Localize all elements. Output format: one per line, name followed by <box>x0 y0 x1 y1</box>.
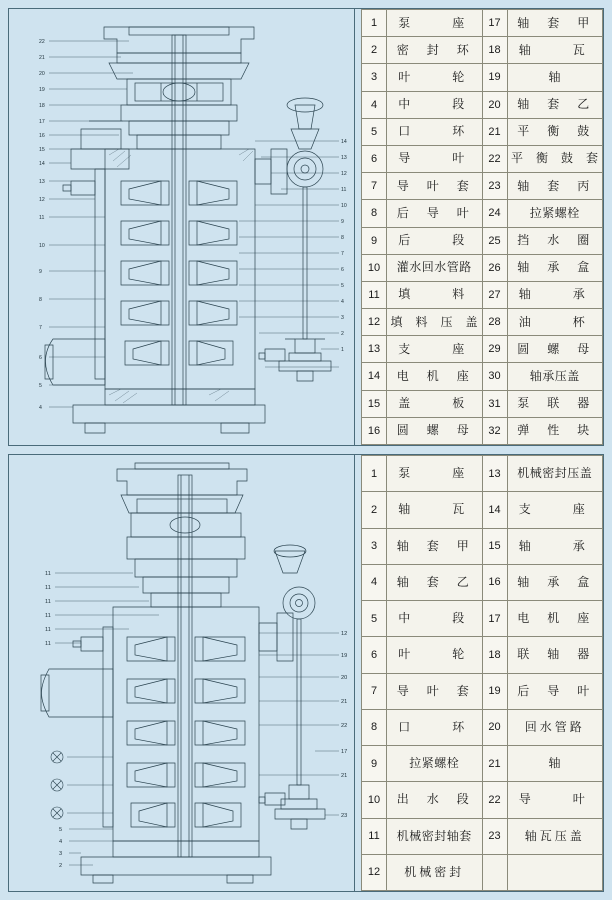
part-no: 30 <box>482 363 507 390</box>
part-name: 支 座 <box>507 492 603 528</box>
table-row <box>362 492 603 528</box>
svg-text:11: 11 <box>45 571 51 577</box>
svg-text:8: 8 <box>39 297 42 303</box>
table-row <box>362 10 603 37</box>
part-name: 轴 承 <box>507 281 603 308</box>
svg-text:21: 21 <box>341 699 348 705</box>
part-name: 机械密封轴套 <box>387 818 483 854</box>
part-name: 支 座 <box>387 336 483 363</box>
part-name: 轴 套 甲 <box>387 528 483 564</box>
svg-text:6: 6 <box>341 267 344 273</box>
table-row <box>362 456 603 492</box>
svg-text:19: 19 <box>341 653 348 659</box>
table-row <box>362 173 603 200</box>
part-name: 平 衡 鼓 <box>507 118 603 145</box>
part-name: 导 叶 套 <box>387 173 483 200</box>
part-no: 10 <box>362 782 387 818</box>
part-no: 19 <box>482 64 507 91</box>
part-no: 1 <box>362 456 387 492</box>
part-no: 2 <box>362 492 387 528</box>
part-no: 20 <box>482 709 507 745</box>
part-name: 灌水回水管路 <box>387 254 483 281</box>
part-name: 后 导 叶 <box>507 673 603 709</box>
part-no: 1 <box>362 10 387 37</box>
part-name: 电 机 座 <box>387 363 483 390</box>
part-no: 21 <box>482 746 507 782</box>
svg-text:21: 21 <box>39 55 45 61</box>
svg-text:23: 23 <box>341 813 348 819</box>
svg-text:13: 13 <box>341 155 347 161</box>
svg-text:12: 12 <box>39 197 45 203</box>
svg-text:20: 20 <box>39 71 45 77</box>
part-no: 18 <box>482 637 507 673</box>
drawing-bottom <box>9 455 355 891</box>
part-name: 导 叶 套 <box>387 673 483 709</box>
svg-text:11: 11 <box>45 641 51 647</box>
svg-text:11: 11 <box>45 585 51 591</box>
table-row <box>362 564 603 600</box>
part-name: 导 叶 <box>387 145 483 172</box>
part-no: 23 <box>482 818 507 854</box>
table-row <box>362 746 603 782</box>
part-name: 填 料 压 盖 <box>387 309 483 336</box>
table-row <box>362 390 603 417</box>
part-no: 8 <box>362 709 387 745</box>
part-name: 轴 套 乙 <box>387 564 483 600</box>
part-no: 20 <box>482 91 507 118</box>
part-no: 5 <box>362 118 387 145</box>
parts-table-top <box>361 9 603 445</box>
pump-section-svg-top <box>9 9 354 445</box>
part-name-empty <box>507 854 603 890</box>
table-row <box>362 281 603 308</box>
svg-text:14: 14 <box>39 161 45 167</box>
table-row <box>362 118 603 145</box>
part-name: 机械密封 <box>387 854 483 890</box>
svg-text:4: 4 <box>59 839 63 845</box>
part-no: 17 <box>482 601 507 637</box>
part-name: 轴 <box>507 64 603 91</box>
svg-text:4: 4 <box>341 299 344 305</box>
svg-text:16: 16 <box>39 133 45 139</box>
part-no: 2 <box>362 37 387 64</box>
svg-text:12: 12 <box>341 631 348 637</box>
svg-text:12: 12 <box>341 171 347 177</box>
svg-text:4: 4 <box>39 405 42 411</box>
part-name: 后 导 叶 <box>387 200 483 227</box>
part-no: 16 <box>362 417 387 444</box>
table-row <box>362 854 603 890</box>
svg-text:19: 19 <box>39 87 45 93</box>
svg-text:11: 11 <box>45 627 51 633</box>
part-no: 15 <box>362 390 387 417</box>
part-no: 11 <box>362 818 387 854</box>
part-name: 叶 轮 <box>387 64 483 91</box>
svg-text:8: 8 <box>341 235 344 241</box>
part-name: 轴 瓦 <box>387 492 483 528</box>
part-no: 25 <box>482 227 507 254</box>
parts-table-bottom <box>361 455 603 891</box>
svg-text:9: 9 <box>39 269 42 275</box>
svg-text:1: 1 <box>341 347 344 353</box>
part-name: 弹 性 块 <box>507 417 603 444</box>
table-row <box>362 673 603 709</box>
table-row <box>362 309 603 336</box>
part-name: 回水管路 <box>507 709 603 745</box>
part-no: 9 <box>362 746 387 782</box>
table-row <box>362 37 603 64</box>
drawing-top <box>9 9 355 445</box>
part-name: 联 轴 器 <box>507 637 603 673</box>
part-name: 轴承压盖 <box>507 363 603 390</box>
part-no: 12 <box>362 854 387 890</box>
part-name: 口 环 <box>387 118 483 145</box>
table-row <box>362 782 603 818</box>
part-name: 填 料 <box>387 281 483 308</box>
table-row <box>362 64 603 91</box>
svg-text:11: 11 <box>45 613 51 619</box>
part-no: 5 <box>362 601 387 637</box>
part-name: 轴瓦压盖 <box>507 818 603 854</box>
part-name: 圆 螺 母 <box>387 417 483 444</box>
svg-text:14: 14 <box>341 139 347 145</box>
part-no: 13 <box>362 336 387 363</box>
table-row <box>362 200 603 227</box>
part-name: 泵 联 器 <box>507 390 603 417</box>
svg-text:10: 10 <box>39 243 45 249</box>
part-no: 4 <box>362 91 387 118</box>
table-row <box>362 363 603 390</box>
svg-text:3: 3 <box>59 851 63 857</box>
part-name: 轴 承 盒 <box>507 564 603 600</box>
part-no: 6 <box>362 637 387 673</box>
table-row <box>362 709 603 745</box>
table-row <box>362 254 603 281</box>
part-no: 19 <box>482 673 507 709</box>
parts-table-wrap-top <box>361 9 603 445</box>
part-name: 挡 水 圈 <box>507 227 603 254</box>
svg-text:5: 5 <box>59 827 63 833</box>
part-no: 15 <box>482 528 507 564</box>
part-no: 7 <box>362 173 387 200</box>
svg-text:10: 10 <box>341 203 347 209</box>
part-no: 27 <box>482 281 507 308</box>
table-row <box>362 227 603 254</box>
svg-text:17: 17 <box>39 119 45 125</box>
part-name: 轴 <box>507 746 603 782</box>
table-row <box>362 637 603 673</box>
part-name: 轴 承 <box>507 528 603 564</box>
part-name: 中 段 <box>387 91 483 118</box>
part-no: 14 <box>362 363 387 390</box>
part-no: 10 <box>362 254 387 281</box>
part-no: 22 <box>482 782 507 818</box>
part-no: 18 <box>482 37 507 64</box>
part-name: 叶 轮 <box>387 637 483 673</box>
svg-text:5: 5 <box>39 383 42 389</box>
part-no: 24 <box>482 200 507 227</box>
part-no: 12 <box>362 309 387 336</box>
table-row <box>362 145 603 172</box>
svg-text:11: 11 <box>341 187 347 193</box>
svg-text:18: 18 <box>39 103 45 109</box>
svg-text:9: 9 <box>341 219 344 225</box>
pump-section-svg-bottom <box>9 455 354 891</box>
part-name: 出 水 段 <box>387 782 483 818</box>
part-name: 盖 板 <box>387 390 483 417</box>
panel-bottom <box>8 454 604 892</box>
svg-text:3: 3 <box>341 315 344 321</box>
part-name: 后 段 <box>387 227 483 254</box>
part-no: 28 <box>482 309 507 336</box>
svg-text:21: 21 <box>341 773 348 779</box>
part-no: 3 <box>362 64 387 91</box>
svg-text:2: 2 <box>59 863 63 869</box>
part-no-empty <box>482 854 507 890</box>
svg-text:11: 11 <box>45 599 51 605</box>
part-no: 4 <box>362 564 387 600</box>
part-name: 机械密封压盖 <box>507 456 603 492</box>
svg-text:7: 7 <box>39 325 42 331</box>
part-name: 拉紧螺栓 <box>387 746 483 782</box>
part-name: 口 环 <box>387 709 483 745</box>
table-row <box>362 528 603 564</box>
table-row <box>362 336 603 363</box>
panel-top <box>8 8 604 446</box>
part-name: 圆 螺 母 <box>507 336 603 363</box>
part-no: 22 <box>482 145 507 172</box>
svg-text:2: 2 <box>341 331 344 337</box>
part-no: 23 <box>482 173 507 200</box>
part-name: 拉紧螺栓 <box>507 200 603 227</box>
part-no: 13 <box>482 456 507 492</box>
parts-table-wrap-bottom <box>361 455 603 891</box>
part-no: 9 <box>362 227 387 254</box>
svg-text:13: 13 <box>39 179 45 185</box>
part-no: 8 <box>362 200 387 227</box>
part-name: 泵 座 <box>387 456 483 492</box>
part-no: 3 <box>362 528 387 564</box>
svg-text:6: 6 <box>39 355 42 361</box>
svg-text:20: 20 <box>341 675 348 681</box>
part-no: 6 <box>362 145 387 172</box>
part-name: 密 封 环 <box>387 37 483 64</box>
part-no: 32 <box>482 417 507 444</box>
svg-text:22: 22 <box>39 39 45 45</box>
part-name: 电 机 座 <box>507 601 603 637</box>
part-name: 轴 瓦 <box>507 37 603 64</box>
svg-text:15: 15 <box>39 147 45 153</box>
table-row <box>362 417 603 444</box>
part-no: 29 <box>482 336 507 363</box>
part-no: 21 <box>482 118 507 145</box>
part-no: 7 <box>362 673 387 709</box>
part-no: 16 <box>482 564 507 600</box>
part-name: 油 杯 <box>507 309 603 336</box>
part-name: 轴 套 甲 <box>507 10 603 37</box>
part-name: 导 叶 <box>507 782 603 818</box>
svg-text:11: 11 <box>39 215 45 221</box>
part-name: 中 段 <box>387 601 483 637</box>
svg-text:7: 7 <box>341 251 344 257</box>
table-row <box>362 91 603 118</box>
part-name: 轴 套 乙 <box>507 91 603 118</box>
svg-text:5: 5 <box>341 283 344 289</box>
part-no: 11 <box>362 281 387 308</box>
part-name: 平 衡 鼓 套 <box>507 145 603 172</box>
part-no: 31 <box>482 390 507 417</box>
part-no: 14 <box>482 492 507 528</box>
table-row <box>362 601 603 637</box>
part-name: 泵 座 <box>387 10 483 37</box>
svg-text:22: 22 <box>341 723 348 729</box>
part-no: 17 <box>482 10 507 37</box>
svg-text:17: 17 <box>341 749 348 755</box>
table-row <box>362 818 603 854</box>
part-no: 26 <box>482 254 507 281</box>
part-name: 轴 套 丙 <box>507 173 603 200</box>
part-name: 轴 承 盒 <box>507 254 603 281</box>
